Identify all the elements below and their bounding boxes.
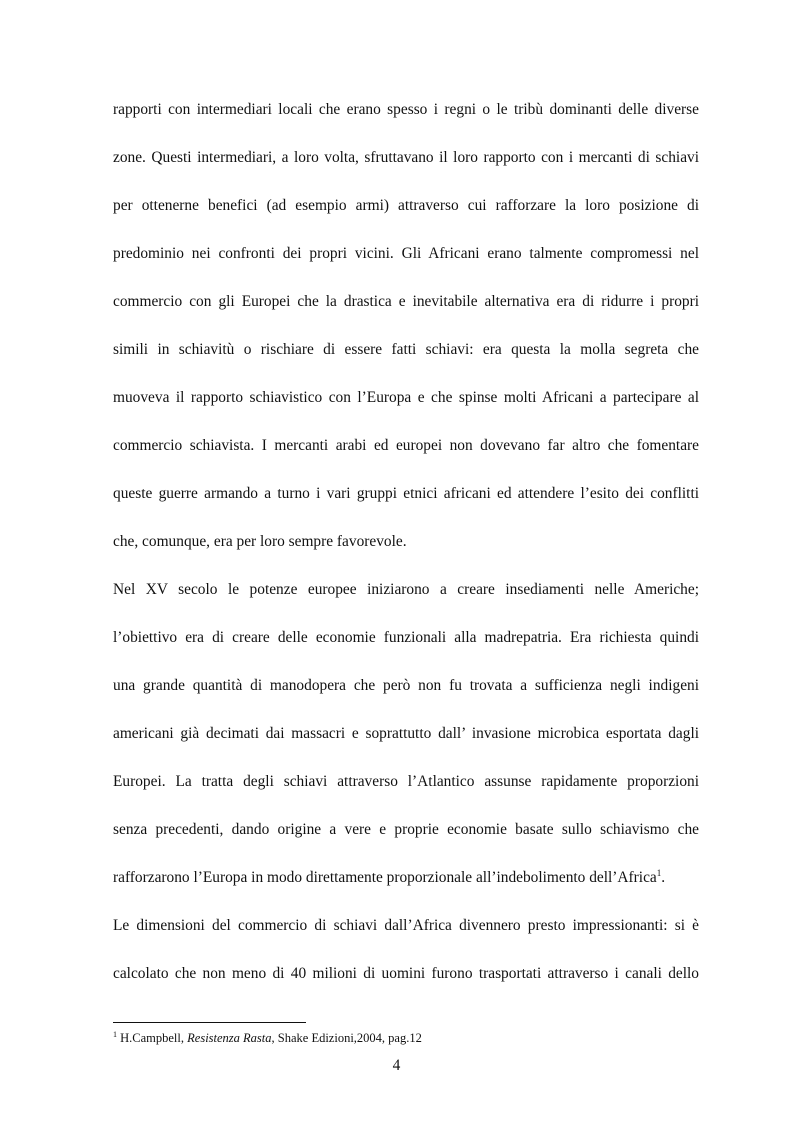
paragraph-line: rapporti con intermediari locali che erano spesso i regni o le tribù dominanti delle diverse — [113, 101, 699, 118]
paragraph-line: l’obiettivo era di creare delle economie funzionali alla madrepatria. Era richiesta quindi — [113, 629, 699, 646]
footnote-author: H.Campbell, — [117, 1031, 188, 1045]
paragraph-line-text: rafforzarono l’Europa in modo direttamente proporzionale all’indebolimento dell’Africa — [113, 869, 657, 886]
paragraph-line: americani già decimati dai massacri e soprattutto dall’ invasione microbica esportata dagli — [113, 725, 699, 742]
paragraph-line: Le dimensioni del commercio di schiavi dall’Africa divennero presto impressionanti: si è — [113, 917, 699, 934]
footnote-number: 1 — [113, 1030, 117, 1039]
paragraph-line: senza precedenti, dando origine a vere e proprie economie basate sullo schiavismo che — [113, 821, 699, 838]
footnote-separator — [113, 1022, 306, 1023]
paragraph-line: simili in schiavitù o rischiare di essere fatti schiavi: era questa la molla segreta che — [113, 341, 699, 358]
footnote-publisher: , Shake Edizioni,2004, pag.12 — [271, 1031, 422, 1045]
paragraph-line: calcolato che non meno di 40 milioni di uomini furono trasportati attraverso i canali dello — [113, 965, 699, 982]
footnote — [113, 1030, 422, 1046]
paragraph-line: Europei. La tratta degli schiavi attraverso l’Atlantico assunse rapidamente proporzioni — [113, 773, 699, 790]
paragraph-line — [113, 868, 699, 888]
paragraph-line: muoveva il rapporto schiavistico con l’Europa e che spinse molti Africani a partecipare al — [113, 389, 699, 406]
paragraph-line: che, comunque, era per loro sempre favorevole. — [113, 533, 407, 550]
paragraph-line: una grande quantità di manodopera che però non fu trovata a sufficienza negli indigeni — [113, 677, 699, 694]
footnote-title: Resistenza Rasta — [187, 1031, 272, 1045]
paragraph-line: Nel XV secolo le potenze europee iniziarono a creare insediamenti nelle Americhe; — [113, 581, 699, 598]
paragraph-line: queste guerre armando a turno i vari gruppi etnici africani ed attendere l’esito dei conflitti — [113, 485, 699, 502]
paragraph-line: commercio con gli Europei che la drastica e inevitabile alternativa era di ridurre i propri — [113, 293, 699, 310]
sentence-period: . — [661, 869, 666, 886]
paragraph-line: per ottenerne benefici (ad esempio armi) attraverso cui rafforzare la loro posizione di — [113, 197, 699, 214]
page-number: 4 — [392, 1057, 401, 1074]
paragraph-line: commercio schiavista. I mercanti arabi ed europei non dovevano far altro che fomentare — [113, 437, 699, 454]
paragraph-line: predominio nei confronti dei propri vicini. Gli Africani erano talmente compromessi nel — [113, 245, 699, 262]
footnote-reference[interactable]: 1 — [656, 868, 662, 878]
paragraph-line: zone. Questi intermediari, a loro volta, sfruttavano il loro rapporto con i mercanti di schiavi — [113, 149, 699, 166]
